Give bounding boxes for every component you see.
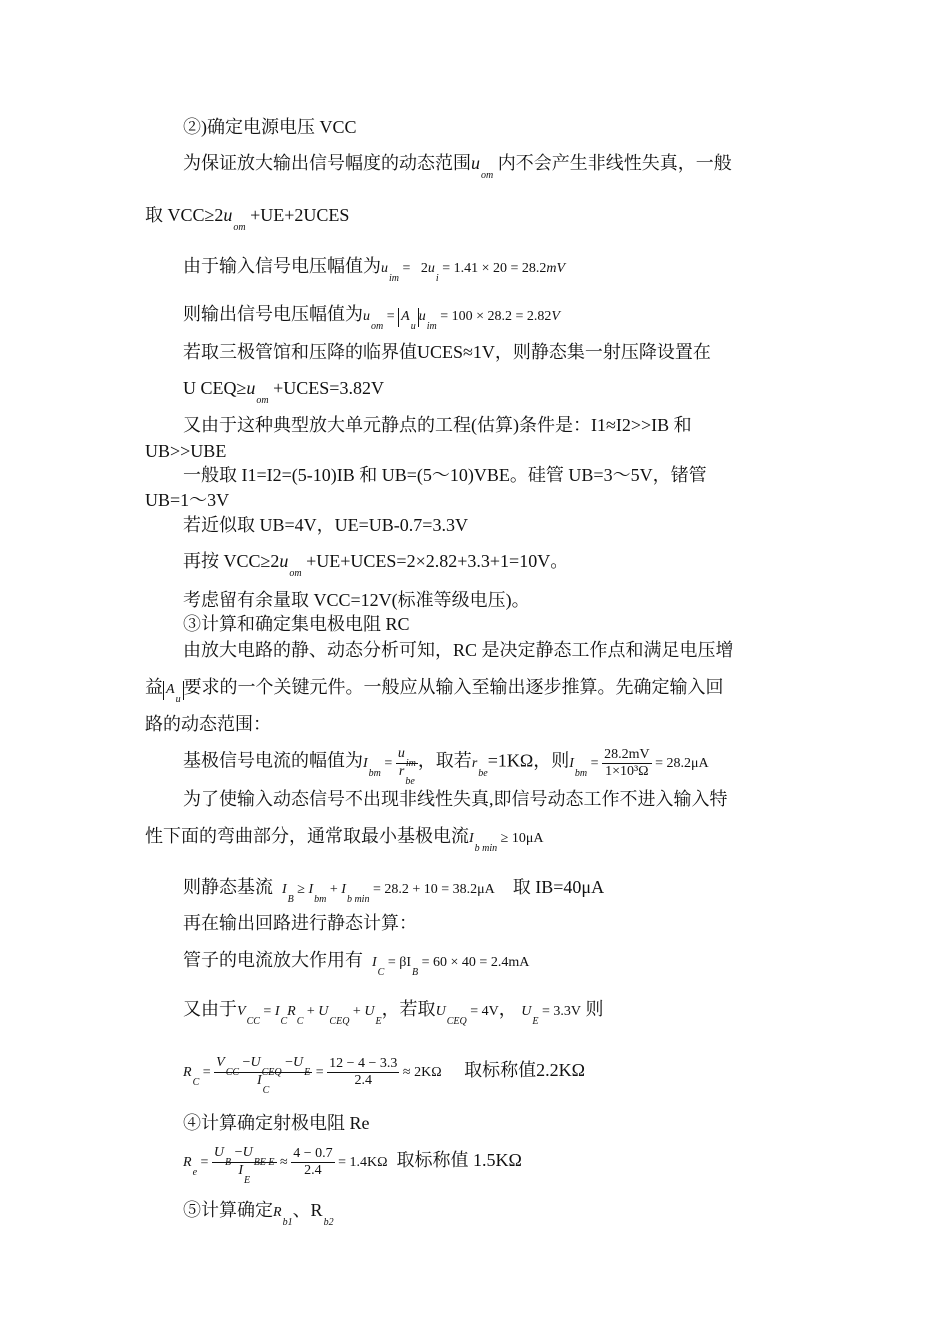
paragraph-line: 若取三极管馆和压降的临界值UCES≈1V，则静态集一射压降设置在: [183, 342, 711, 362]
step-3-heading: ③计算和确定集电极电阻 RC: [183, 614, 410, 634]
step-2-heading: ②)确定电源电压 VCC: [183, 117, 357, 137]
equation-line: 性下面的弯曲部分，通常取最小基极电流$I_{b min} \ge 10\mu A$: [145, 826, 544, 854]
equation-line: $R_C$ = $\frac{V_{CC} -U_{CEQ} -U_E}{I_C}$ = $\frac{12 - 4 - 3.3}{2.4}$ ≈ 2KΩ 取标称值2.2KΩ: [183, 1055, 586, 1097]
paragraph-line: 考虑留有余量取 VCC=12V(标准等级电压)。: [183, 590, 530, 610]
paragraph-line: 为保证放大输出信号幅度的动态范围$u_{om}$ 内不会产生非线性失真，一般: [183, 153, 732, 181]
paragraph-line: 一般取 I1=I2=(5-10)IB 和 UB=(5～10)VBE。硅管 UB=3～5V，锗管: [183, 465, 707, 485]
paragraph-line: 路的动态范围：: [145, 714, 271, 734]
paragraph-line: 为了使输入动态信号不出现非线性失真,即信号动态工作不进入输入特: [183, 789, 728, 809]
paragraph-line: 若近似取 UB=4V，UE=UB-0.7=3.3V: [183, 515, 468, 535]
equation-line: $R_e$ = $\frac{U_B -U_{BE E}}{I_E}$ ≈ $\frac{4 - 0.7}{2.4}$ = 1.4KΩ 取标称值 1.5KΩ: [183, 1145, 522, 1187]
paragraph-line: 再在输出回路进行静态计算：: [183, 913, 417, 933]
paragraph-line: U $CEQ\ge u_{om}$ +UCES=3.82V: [183, 378, 384, 406]
equation-line: 则输出信号电压幅值为$u_{om} = A_uu_{im} = 100 \times 28.2 = 2.82V$: [183, 304, 560, 332]
equation-line: 由于输入信号电压幅值为$u_{im}$ = $2u_i = 1.41 \times 20 = 28.2mV$: [183, 256, 566, 284]
equation-line: 基极信号电流的幅值为$I_{bm}$ = $\frac{u_{im}}{r_{be}}$ ，取若$r_{be}=1K\Omega$，则$I_{bm}$ = $\frac{28.2mV}{\text{1×10³Ω}}$ = 28.2μA: [183, 746, 709, 787]
paragraph-line: 取 $VCC\ge 2u_{om}$ +UE+2UCES: [145, 205, 350, 233]
equation-line: 又由于$V_{CC} = I_CR_C + U_{CEQ} + U_E$，若取$U_{CEQ} = 4V$， $U_E = 3.3V$ 则: [183, 999, 604, 1027]
paragraph-line: 又由于这种典型放大单元静点的工程(估算)条件是：I1≈I2>>IB 和: [183, 415, 692, 435]
paragraph-line: 益 $A_u$要求的一个关键元件。一般应从输入至输出逐步推算。先确定输入回: [145, 677, 724, 705]
equation-line: 则静态基流 $I_B \ge I_{bm} + I_{b min} = 28.2 + 10 = 38.2\mu A$ 取 IB=40μA: [183, 877, 605, 905]
paragraph-line: 由放大电路的静、动态分析可知，RC 是决定静态工作点和满足电压增: [183, 640, 734, 660]
paragraph-line: UB>>UBE: [145, 441, 227, 461]
step-5-heading: ⑤计算确定$R_{b1}$、$R_{b2}$: [183, 1200, 334, 1228]
paragraph-line: 再按 $VCC\ge 2u_{om}$ +UE+UCES=2×2.82+3.3+1=10V。: [183, 551, 569, 579]
equation-line: 管子的电流放大作用有 $I_C = \beta I_B = 60 \times 40 = 2.4mA$: [183, 950, 530, 978]
step-4-heading: ④计算确定射极电阻 Re: [183, 1113, 370, 1133]
paragraph-line: UB=1～3V: [145, 490, 230, 510]
